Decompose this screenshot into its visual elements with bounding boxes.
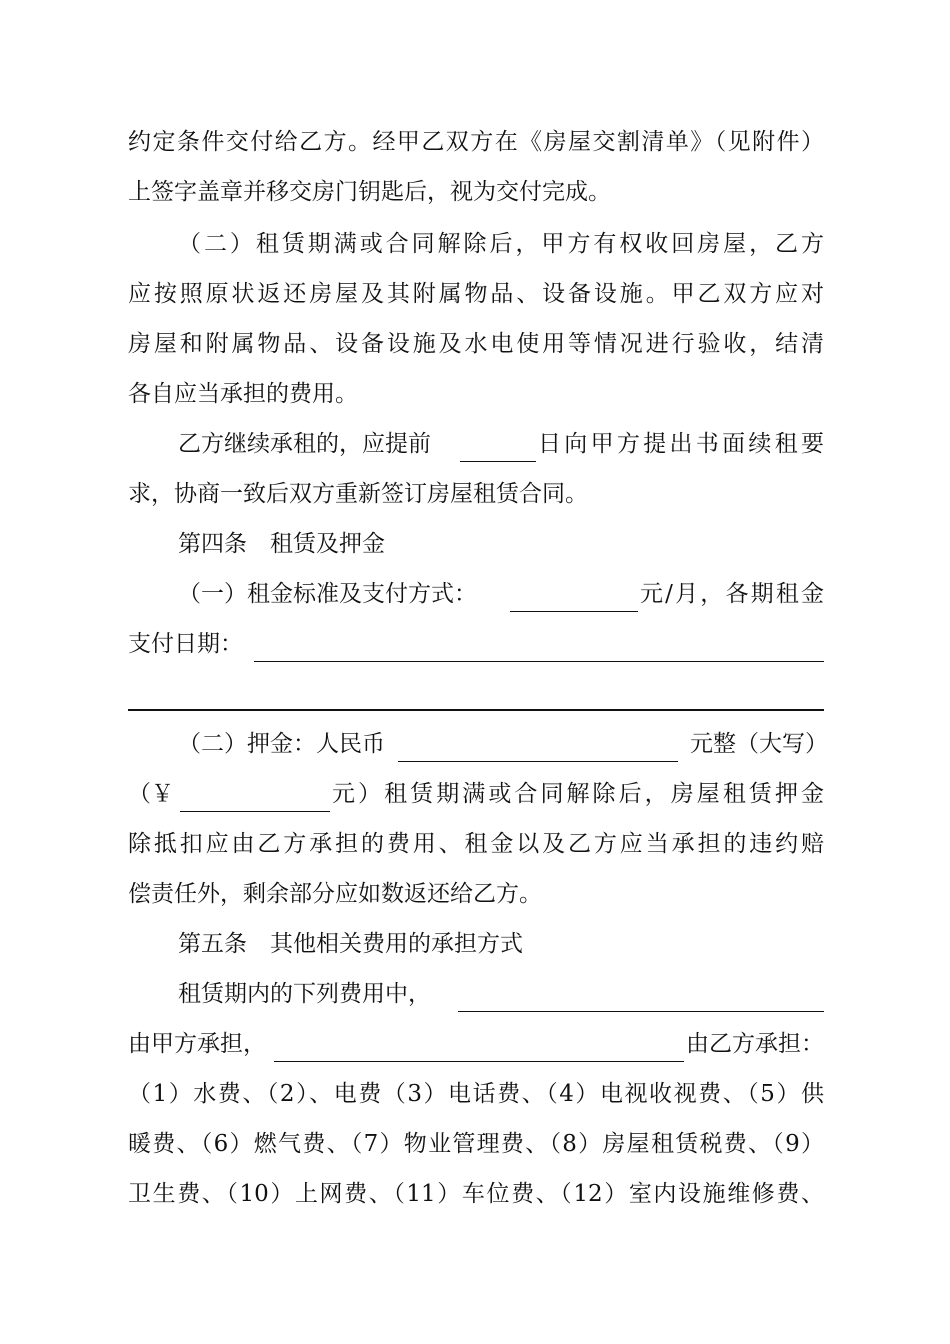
paragraph-line bbox=[0, 722, 950, 766]
deposit-figure-blank[interactable] bbox=[180, 811, 330, 812]
text-line: （二）租赁期满或合同解除后，甲方有权收回房屋，乙方 bbox=[178, 231, 824, 257]
text-line: 乙方继续承租的，应提前 bbox=[178, 431, 431, 457]
text-line: 支付日期： bbox=[128, 631, 243, 657]
text-line: 由乙方承担： bbox=[686, 1031, 824, 1057]
paragraph-line bbox=[0, 322, 950, 366]
paragraph-line bbox=[0, 1022, 950, 1066]
text-line: 元）租赁期满或合同解除后，房屋租赁押金 bbox=[332, 781, 824, 807]
text-line: 应按照原状返还房屋及其附属物品、设备设施。甲乙双方应对 bbox=[128, 281, 824, 307]
text-line: 约定条件交付给乙方。经甲乙双方在《房屋交割清单》（见附件） bbox=[128, 129, 824, 155]
text-line: 房屋和附属物品、设备设施及水电使用等情况进行验收，结清 bbox=[128, 331, 824, 357]
section-heading bbox=[0, 522, 950, 566]
text-line: （￥ bbox=[128, 781, 174, 807]
paragraph-line bbox=[0, 422, 950, 466]
text-line: 元整（大写） bbox=[690, 731, 828, 757]
text-line: （二）押金：人民币 bbox=[178, 731, 385, 757]
paragraph-line bbox=[0, 572, 950, 616]
landlord-fees-blank[interactable] bbox=[458, 1011, 824, 1012]
paragraph-line bbox=[0, 972, 950, 1016]
paragraph-line bbox=[0, 372, 950, 416]
text-line: 由甲方承担， bbox=[128, 1031, 266, 1057]
paragraph-line bbox=[0, 120, 950, 164]
paragraph-line bbox=[0, 1172, 950, 1216]
article-five-heading: 第五条 其他相关费用的承担方式 bbox=[178, 931, 523, 957]
text-line: （一）租金标准及支付方式： bbox=[178, 581, 477, 607]
text-line: 偿责任外，剩余部分应如数返还给乙方。 bbox=[128, 881, 542, 907]
paragraph-line bbox=[0, 1122, 950, 1166]
text-line: 上签字盖章并移交房门钥匙后，视为交付完成。 bbox=[128, 179, 611, 205]
paragraph-line bbox=[0, 472, 950, 516]
paragraph-line bbox=[0, 170, 950, 214]
text-line: 除抵扣应由乙方承担的费用、租金以及乙方应当承担的违约赔 bbox=[128, 831, 824, 857]
text-line: 各自应当承担的费用。 bbox=[128, 381, 358, 407]
text-line: 卫生费、（10）上网费、（11）车位费、（12）室内设施维修费、 bbox=[128, 1181, 824, 1207]
rent-amount-blank[interactable] bbox=[510, 611, 638, 612]
text-line: 日向甲方提出书面续租要 bbox=[538, 431, 824, 457]
paragraph-line bbox=[0, 872, 950, 916]
tenant-fees-blank[interactable] bbox=[274, 1061, 684, 1062]
section-heading bbox=[0, 922, 950, 966]
paragraph-line bbox=[0, 1072, 950, 1116]
text-line: （1）水费、（2）、电费（3）电话费、（4）电视收视费、（5）供 bbox=[128, 1081, 824, 1107]
text-line: 租赁期内的下列费用中， bbox=[178, 981, 431, 1007]
paragraph-line bbox=[0, 822, 950, 866]
payment-date-blank[interactable] bbox=[254, 661, 824, 662]
paragraph-line bbox=[0, 622, 950, 666]
renewal-days-blank[interactable] bbox=[460, 461, 536, 462]
payment-date-blank-continued[interactable] bbox=[128, 709, 824, 711]
article-four-heading: 第四条 租赁及押金 bbox=[178, 531, 385, 557]
text-line: 元/月，各期租金 bbox=[640, 581, 824, 607]
text-line: 求，协商一致后双方重新签订房屋租赁合同。 bbox=[128, 481, 588, 507]
deposit-words-blank[interactable] bbox=[398, 761, 678, 762]
text-line: 暖费、（6）燃气费、（7）物业管理费、（8）房屋租赁税费、（9） bbox=[128, 1131, 824, 1157]
paragraph-line bbox=[0, 222, 950, 266]
paragraph-line bbox=[0, 272, 950, 316]
paragraph-line bbox=[0, 772, 950, 816]
